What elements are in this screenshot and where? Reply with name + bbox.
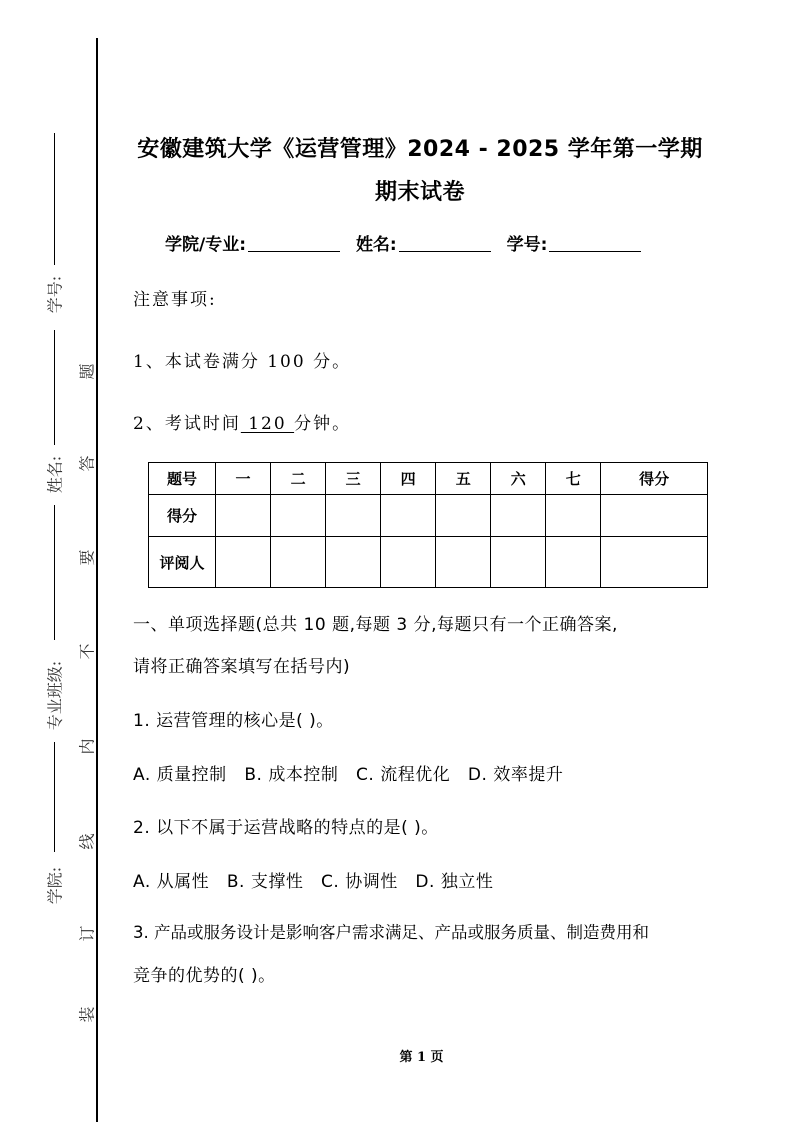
student-info-row xyxy=(165,230,651,255)
score-cell[interactable] xyxy=(381,495,436,537)
college-blank[interactable] xyxy=(248,235,340,252)
score-cell[interactable] xyxy=(216,495,271,537)
header-cell: 七 xyxy=(546,463,601,495)
student-id-blank[interactable] xyxy=(549,235,641,252)
grader-cell[interactable] xyxy=(436,537,491,588)
header-cell: 六 xyxy=(491,463,546,495)
margin-warning-char: 订 xyxy=(77,925,97,942)
score-cell[interactable] xyxy=(271,495,326,537)
note-item-2-suffix: 分钟。 xyxy=(294,414,352,434)
binding-line xyxy=(96,38,98,1122)
grader-cell[interactable] xyxy=(601,537,708,588)
header-cell: 得分 xyxy=(601,463,708,495)
note-item-2 xyxy=(133,409,351,434)
margin-warning-char: 题 xyxy=(77,363,97,380)
margin-label-college: 学院: xyxy=(45,866,65,905)
question-1-stem: 1. 运营管理的核心是( )。 xyxy=(133,711,334,731)
margin-label-student-id: 学号: xyxy=(45,275,65,314)
margin-warning-char: 要 xyxy=(77,549,97,566)
exam-duration-value: 120 xyxy=(240,414,295,434)
margin-warning-char: 不 xyxy=(77,643,97,660)
score-cell[interactable] xyxy=(326,495,381,537)
grader-cell[interactable] xyxy=(216,537,271,588)
question-2-stem: 2. 以下不属于运营战略的特点的是( )。 xyxy=(133,818,439,838)
score-table xyxy=(148,462,708,588)
score-cell[interactable] xyxy=(436,495,491,537)
name-field-line xyxy=(54,330,55,445)
margin-label-class: 专业班级: xyxy=(45,660,65,731)
question-3-stem: 3. 产品或服务设计是影响客户需求满足、产品或服务质量、制造费用和 xyxy=(133,923,649,942)
row-label: 得分 xyxy=(149,495,216,537)
question-2-options: A. 从属性 B. 支撑性 C. 协调性 D. 独立性 xyxy=(133,872,494,892)
exam-subtitle: 期末试卷 xyxy=(374,180,465,205)
exam-title: 安徽建筑大学《运营管理》2024 - 2025 学年第一学期 xyxy=(137,137,703,162)
margin-label-name: 姓名: xyxy=(45,455,65,494)
grader-cell[interactable] xyxy=(271,537,326,588)
row-label: 评阅人 xyxy=(149,537,216,588)
grader-cell[interactable] xyxy=(491,537,546,588)
score-table-header-row xyxy=(149,463,708,495)
page-number: 第 1 页 xyxy=(399,1050,444,1065)
college-label: 学院/专业: xyxy=(165,235,247,255)
name-blank[interactable] xyxy=(399,235,491,252)
question-3-stem-cont: 竞争的优势的( )。 xyxy=(133,966,276,986)
margin-warning-char: 内 xyxy=(77,738,97,755)
section1-heading: 一、单项选择题(总共 10 题,每题 3 分,每题只有一个正确答案, xyxy=(133,615,618,635)
note-item-2-prefix: 2、考试时间 xyxy=(133,414,241,434)
note-item-1: 1、本试卷满分 100 分。 xyxy=(133,352,352,372)
score-cell[interactable] xyxy=(601,495,708,537)
question-1-options: A. 质量控制 B. 成本控制 C. 流程优化 D. 效率提升 xyxy=(133,765,564,785)
grader-row xyxy=(149,537,708,588)
header-cell: 一 xyxy=(216,463,271,495)
grader-cell[interactable] xyxy=(326,537,381,588)
section1-heading-cont: 请将正确答案填写在括号内) xyxy=(133,657,351,677)
grader-cell[interactable] xyxy=(546,537,601,588)
student-id-field-line xyxy=(54,133,55,265)
name-label: 姓名: xyxy=(355,235,397,255)
score-row xyxy=(149,495,708,537)
header-cell: 二 xyxy=(271,463,326,495)
score-cell[interactable] xyxy=(546,495,601,537)
margin-warning-char: 答 xyxy=(77,455,97,472)
student-id-label: 学号: xyxy=(506,235,548,255)
header-cell: 五 xyxy=(436,463,491,495)
college-field-line xyxy=(54,742,55,852)
margin-warning-char: 线 xyxy=(77,833,97,850)
grader-cell[interactable] xyxy=(381,537,436,588)
margin-warning-char: 装 xyxy=(77,1006,97,1023)
header-cell: 四 xyxy=(381,463,436,495)
notes-heading: 注意事项: xyxy=(133,290,217,310)
header-cell: 题号 xyxy=(149,463,216,495)
header-cell: 三 xyxy=(326,463,381,495)
score-cell[interactable] xyxy=(491,495,546,537)
class-field-line xyxy=(54,505,55,640)
